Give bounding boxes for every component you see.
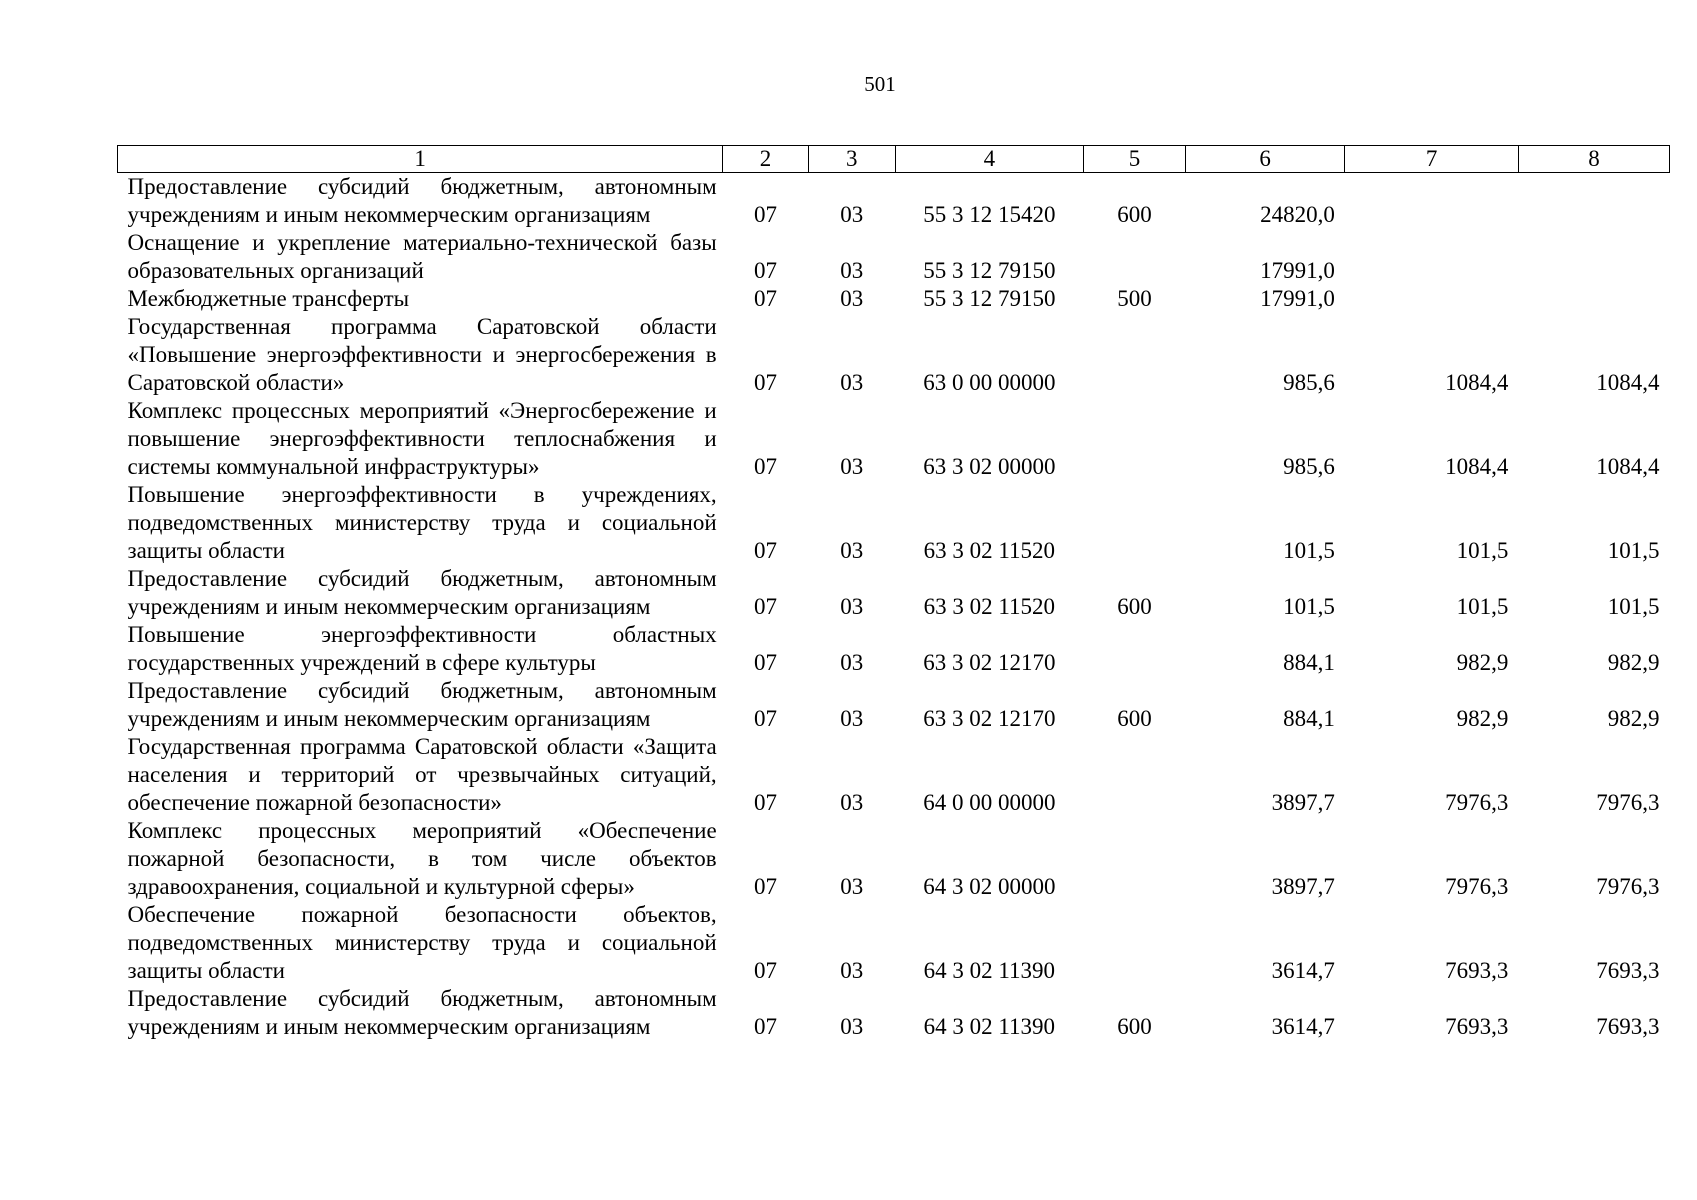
amount-col-7: 101,5 xyxy=(1456,538,1509,563)
table-row xyxy=(118,677,1670,733)
amount-col-8: 7976,3 xyxy=(1596,874,1660,899)
amount-col-8: 982,9 xyxy=(1607,650,1660,675)
section-code: 07 xyxy=(753,202,777,227)
amount-col-7: 1084,4 xyxy=(1445,370,1509,395)
table-row xyxy=(118,481,1670,565)
amount-col-6: 884,1 xyxy=(1283,650,1335,675)
target-article-code: 63 3 02 11520 xyxy=(923,538,1056,563)
subsection-code: 03 xyxy=(840,706,864,731)
table-row xyxy=(118,285,1670,313)
section-code: 07 xyxy=(753,538,777,563)
amount-col-6: 3897,7 xyxy=(1271,874,1335,899)
section-code: 07 xyxy=(753,650,777,675)
target-article-code: 63 3 02 12170 xyxy=(923,650,1056,675)
section-code: 07 xyxy=(753,706,777,731)
row-description: Предоставление субсидий бюджетным, автономным учреждениям и иным некоммерческим организациям xyxy=(127,174,717,227)
expense-type-code xyxy=(1084,621,1186,677)
expense-type-code xyxy=(1084,481,1186,565)
row-description: Комплекс процессных мероприятий «Энергосбережение и повышение энергоэффективности теплоснабжения и системы коммунальной инфраструктуры» xyxy=(127,398,717,479)
column-header: 7 xyxy=(1345,146,1519,173)
expense-type-code: 500 xyxy=(1117,286,1152,311)
amount-col-7: 7693,3 xyxy=(1445,1014,1509,1039)
section-code: 07 xyxy=(753,958,777,983)
amount-col-7 xyxy=(1345,285,1519,313)
column-header: 8 xyxy=(1518,146,1669,173)
expense-type-code: 600 xyxy=(1117,202,1152,227)
section-code: 07 xyxy=(753,454,777,479)
amount-col-7 xyxy=(1345,173,1519,230)
row-description: Повышение энергоэффективности в учреждениях, подведомственных министерству труда и социальной защиты области xyxy=(127,482,717,563)
expense-type-code: 600 xyxy=(1117,706,1152,731)
target-article-code: 63 0 00 00000 xyxy=(923,370,1056,395)
amount-col-8: 982,9 xyxy=(1607,706,1660,731)
subsection-code: 03 xyxy=(840,202,864,227)
row-description: Комплекс процессных мероприятий «Обеспечение пожарной безопасности, в том числе объектов здравоохранения, социальной и культурной сферы» xyxy=(127,818,717,899)
expense-type-code xyxy=(1084,397,1186,481)
table-body xyxy=(118,173,1670,1042)
amount-col-7: 7976,3 xyxy=(1445,790,1509,815)
row-description: Предоставление субсидий бюджетным, автономным учреждениям и иным некоммерческим организациям xyxy=(127,566,717,619)
row-description: Оснащение и укрепление материально-технической базы образовательных организаций xyxy=(127,230,717,283)
amount-col-6: 101,5 xyxy=(1283,594,1335,619)
target-article-code: 64 3 02 11390 xyxy=(923,958,1056,983)
expense-type-code xyxy=(1084,901,1186,985)
amount-col-8 xyxy=(1518,173,1669,230)
column-header: 2 xyxy=(723,146,809,173)
amount-col-7: 7693,3 xyxy=(1445,958,1509,983)
expense-type-code xyxy=(1084,733,1186,817)
amount-col-6: 17991,0 xyxy=(1260,258,1335,283)
table-row xyxy=(118,985,1670,1041)
section-code: 07 xyxy=(753,370,777,395)
table-row xyxy=(118,313,1670,397)
column-header: 3 xyxy=(808,146,895,173)
table-row xyxy=(118,621,1670,677)
subsection-code: 03 xyxy=(840,594,864,619)
subsection-code: 03 xyxy=(840,258,864,283)
row-description: Обеспечение пожарной безопасности объектов, подведомственных министерству труда и социальной защиты области xyxy=(127,902,717,983)
row-description: Предоставление субсидий бюджетным, автономным учреждениям и иным некоммерческим организациям xyxy=(127,678,717,731)
amount-col-6: 985,6 xyxy=(1283,370,1335,395)
row-description: Межбюджетные трансферты xyxy=(127,286,410,311)
section-code: 07 xyxy=(753,258,777,283)
subsection-code: 03 xyxy=(840,958,864,983)
amount-col-8: 7693,3 xyxy=(1596,958,1660,983)
row-description: Предоставление субсидий бюджетным, автономным учреждениям и иным некоммерческим организациям xyxy=(127,986,717,1039)
amount-col-7: 982,9 xyxy=(1456,650,1509,675)
subsection-code: 03 xyxy=(840,790,864,815)
target-article-code: 64 0 00 00000 xyxy=(923,790,1056,815)
section-code: 07 xyxy=(753,286,777,311)
amount-col-8: 101,5 xyxy=(1607,594,1660,619)
table-row xyxy=(118,901,1670,985)
amount-col-7: 101,5 xyxy=(1456,594,1509,619)
table-row xyxy=(118,397,1670,481)
amount-col-7: 1084,4 xyxy=(1445,454,1509,479)
section-code: 07 xyxy=(753,874,777,899)
amount-col-6: 3614,7 xyxy=(1271,1014,1335,1039)
target-article-code: 64 3 02 11390 xyxy=(923,1014,1056,1039)
amount-col-6: 884,1 xyxy=(1283,706,1335,731)
expense-type-code xyxy=(1084,229,1186,285)
amount-col-6: 101,5 xyxy=(1283,538,1335,563)
subsection-code: 03 xyxy=(840,1014,864,1039)
section-code: 07 xyxy=(753,790,777,815)
amount-col-7: 982,9 xyxy=(1456,706,1509,731)
subsection-code: 03 xyxy=(840,286,864,311)
row-description: Повышение энергоэффективности областных государственных учреждений в сфере культуры xyxy=(127,622,717,675)
expense-type-code xyxy=(1084,313,1186,397)
target-article-code: 63 3 02 00000 xyxy=(923,454,1056,479)
row-description: Государственная программа Саратовской области «Защита населения и территорий от чрезвычайных ситуаций, обеспечение пожарной безопасности» xyxy=(127,734,717,815)
table-row xyxy=(118,733,1670,817)
table-row xyxy=(118,817,1670,901)
amount-col-8: 7693,3 xyxy=(1596,1014,1660,1039)
amount-col-7: 7976,3 xyxy=(1445,874,1509,899)
amount-col-8: 101,5 xyxy=(1607,538,1660,563)
subsection-code: 03 xyxy=(840,538,864,563)
column-header: 1 xyxy=(118,146,723,173)
target-article-code: 64 3 02 00000 xyxy=(923,874,1056,899)
target-article-code: 55 3 12 79150 xyxy=(923,286,1056,311)
table-row xyxy=(118,229,1670,285)
expense-type-code xyxy=(1084,817,1186,901)
page-number: 501 xyxy=(864,72,896,96)
amount-col-6: 3614,7 xyxy=(1271,958,1335,983)
amount-col-8: 1084,4 xyxy=(1596,370,1660,395)
subsection-code: 03 xyxy=(840,370,864,395)
amount-col-8: 1084,4 xyxy=(1596,454,1660,479)
expense-type-code: 600 xyxy=(1117,1014,1152,1039)
amount-col-6: 17991,0 xyxy=(1260,286,1335,311)
column-number-header-row xyxy=(118,146,1670,173)
amount-col-8 xyxy=(1518,285,1669,313)
target-article-code: 55 3 12 79150 xyxy=(923,258,1056,283)
budget-table xyxy=(117,145,1670,1041)
amount-col-6: 985,6 xyxy=(1283,454,1335,479)
section-code: 07 xyxy=(753,594,777,619)
target-article-code: 63 3 02 11520 xyxy=(923,594,1056,619)
column-header: 5 xyxy=(1084,146,1186,173)
table-row xyxy=(118,173,1670,230)
column-header: 6 xyxy=(1185,146,1345,173)
subsection-code: 03 xyxy=(840,874,864,899)
expense-type-code: 600 xyxy=(1117,594,1152,619)
amount-col-6: 24820,0 xyxy=(1260,202,1335,227)
amount-col-8 xyxy=(1518,229,1669,285)
target-article-code: 63 3 02 12170 xyxy=(923,706,1056,731)
subsection-code: 03 xyxy=(840,454,864,479)
subsection-code: 03 xyxy=(840,650,864,675)
amount-col-7 xyxy=(1345,229,1519,285)
amount-col-6: 3897,7 xyxy=(1271,790,1335,815)
section-code: 07 xyxy=(753,1014,777,1039)
table-row xyxy=(118,565,1670,621)
target-article-code: 55 3 12 15420 xyxy=(923,202,1056,227)
amount-col-8: 7976,3 xyxy=(1596,790,1660,815)
row-description: Государственная программа Саратовской области «Повышение энергоэффективности и энергосбережения в Саратовской области» xyxy=(127,314,717,395)
column-header: 4 xyxy=(895,146,1084,173)
